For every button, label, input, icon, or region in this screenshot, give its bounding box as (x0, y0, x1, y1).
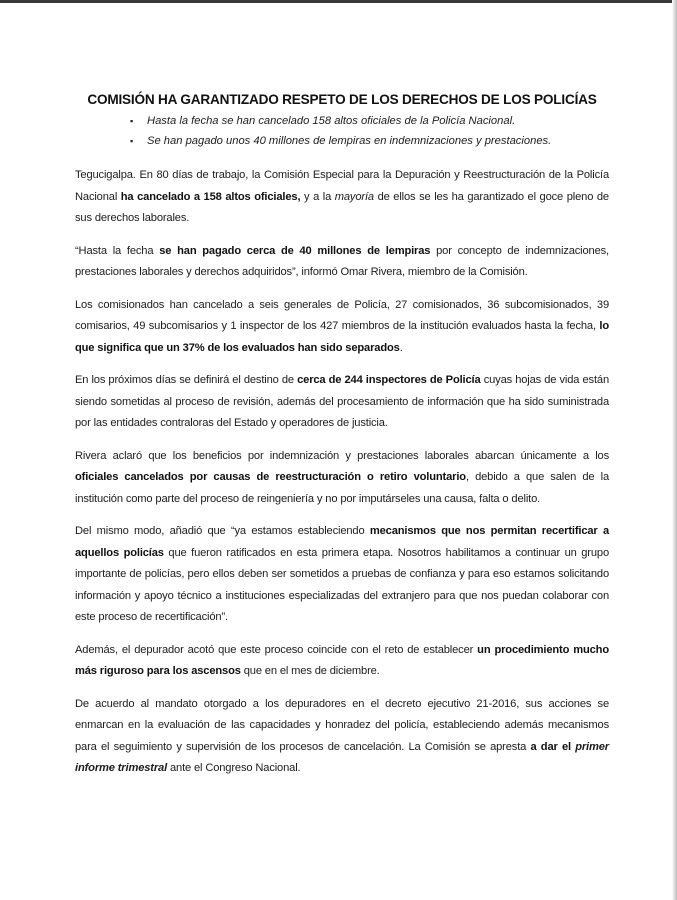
emphasized-text: primer informe trimestral (75, 740, 609, 774)
text-run: y a la (300, 190, 335, 203)
document-title: COMISIÓN HA GARANTIZADO RESPETO DE LOS DERECHOS DE LOS POLICÍAS (87, 92, 597, 107)
emphasized-text: se han pagado cerca de 40 millones de lempiras (159, 244, 431, 257)
text-run: por concepto de indemnizaciones, prestaciones laborales y derechos adquiridos”, informó Omar Rivera, miembro de la Comisión. (75, 244, 609, 278)
article-paragraph (75, 370, 609, 435)
document-page (75, 92, 609, 791)
text-run: De acuerdo al mandato otorgado a los depuradores en el decreto ejecutivo 21-2016, sus acciones se enmarcan en la evaluación de las capacidades y honradez del policía, estableciendo además mecanismos para el seguimiento y supervisión de los procesos de cancelación. La Comisión se apresta (75, 697, 609, 753)
page-right-edge (672, 0, 677, 900)
emphasized-text: ha cancelado a 158 altos oficiales, (120, 190, 301, 203)
article-paragraph (75, 165, 609, 230)
text-run: de ellos se les ha garantizado el goce pleno de sus derechos laborales. (75, 190, 609, 224)
article-paragraph (75, 446, 609, 511)
text-run: ante el Congreso Nacional. (167, 762, 301, 774)
text-run: Tegucigalpa. En 80 días de trabajo, la Comisión Especial para la Depuración y Reestructuración de la Policía Nacional (75, 169, 609, 203)
summary-bullets (75, 111, 609, 151)
text-run: que fueron ratificados en esta primera etapa. Nosotros habilitamos a continuar un grupo importante de policías, pero ellos deben ser sometidos a pruebas de confianza y para eso estamos solicitando información y apoyo técnico a instituciones especializadas del extranjero para que nos puedan colaborar con este proceso de recertificación”. (75, 546, 609, 623)
article-paragraph (75, 295, 609, 360)
emphasized-text: mecanismos que nos permitan recertificar a aquellos policías (75, 525, 609, 559)
article-paragraph (75, 694, 609, 780)
article-paragraph (75, 640, 609, 683)
text-run: . (399, 341, 403, 354)
text-run: cuyas hojas de vida están siendo sometidas al proceso de revisión, además del procesamiento de información que ha sido suministrada por las entidades contraloras del Estado y operadores de justicia. (75, 374, 609, 429)
emphasized-text: a dar el (530, 740, 576, 753)
text-run: que en el mes de diciembre. (240, 665, 380, 677)
text-run: , debido a que salen de la institución como parte del proceso de reingeniería y no por imputárseles una causa, falta o delito. (75, 471, 609, 505)
text-run: En los próximos días se definirá el destino de (75, 374, 298, 386)
bullet-item: ▪ Se han pagado unos 40 millones de lempiras en indemnizaciones y prestaciones. (147, 131, 609, 151)
emphasized-text: oficiales cancelados por causas de reestructuración o retiro voluntario (75, 471, 466, 483)
article-body (75, 165, 609, 780)
text-run: Del mismo modo, añadió que “ya estamos estableciendo (75, 525, 370, 537)
bullet-item: ▪ Hasta la fecha se han cancelado 158 altos oficiales de la Policía Nacional. (147, 111, 609, 131)
emphasized-text: cerca de 244 inspectores de Policía (297, 374, 481, 386)
text-run: “Hasta la fecha (75, 244, 160, 257)
emphasized-text: mayoría (334, 190, 374, 203)
text-run: Los comisionados han cancelado a seis generales de Policía, 27 comisionados, 36 subcomisionados, 39 comisarios, 49 subcomisarios y 1 inspector de los 427 miembros de la institución evaluados hasta la fecha, (75, 298, 609, 332)
emphasized-text: un procedimiento mucho más riguroso para los ascensos (75, 643, 609, 677)
page-top-border (0, 0, 677, 3)
article-paragraph (75, 241, 609, 284)
article-paragraph (75, 521, 609, 629)
text-run: Rivera aclaró que los beneficios por indemnización y prestaciones laborales abarcan únicamente a los (75, 449, 609, 462)
emphasized-text: lo que significa que un 37% de los evaluados han sido separados (75, 320, 609, 354)
text-run: Además, el depurador acotó que este proceso coincide con el reto de establecer (75, 643, 478, 656)
